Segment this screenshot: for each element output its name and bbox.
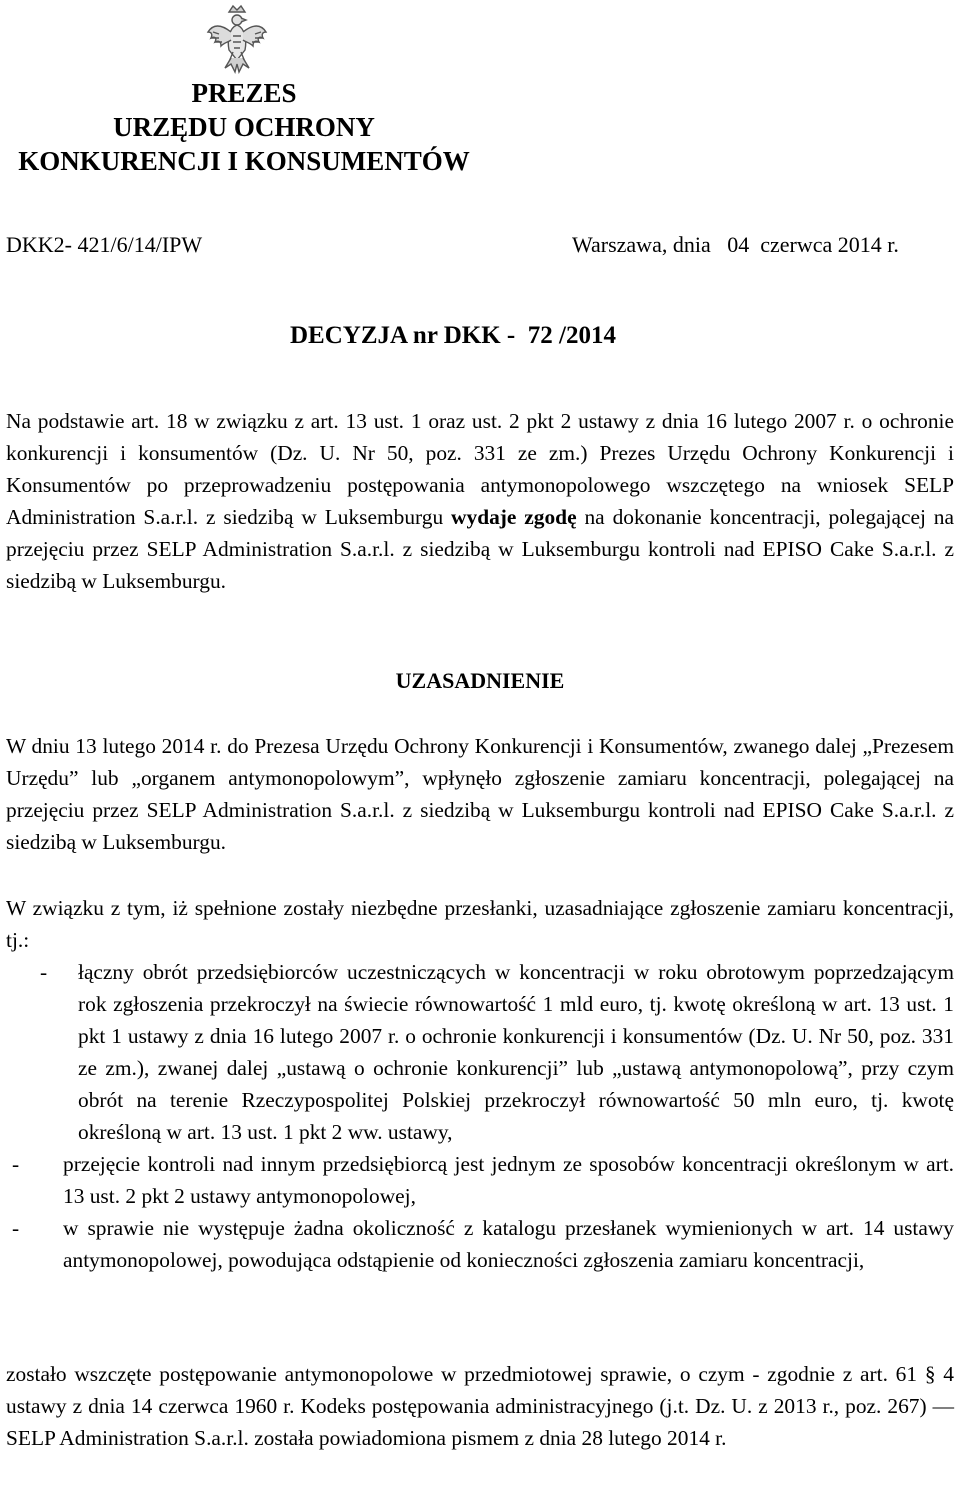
decision-consent-phrase: wydaje zgodę [451, 505, 577, 529]
justification-paragraph-3: zostało wszczęte postępowanie antymonopolowe w przedmiotowej sprawie, o czym - zgodnie z art. 61 § 4 ustawy z dnia 14 czerwca 1960 r. Kodeks postępowania administracyjnego (j.t. Dz. U. z 2013 r., poz. 267) — SELP Administration S.a.r.l. została powiadomiona pismem z dnia 28 lutego 2014 r. [6, 1362, 954, 1450]
premises-list [6, 956, 954, 1276]
place-and-date: Warszawa, dnia 04 czerwca 2014 r. [572, 232, 899, 257]
list-item-text: przejęcie kontroli nad innym przedsiębiorcą jest jednym ze sposobów koncentracji określonym w art. 13 ust. 2 pkt 2 ustawy antymonopolowej, [63, 1152, 954, 1208]
justification-paragraph-2: W związku z tym, iż spełnione zostały niezbędne przesłanki, uzasadniające zgłoszenie zamiaru koncentracji, tj.: [6, 896, 954, 952]
list-item [6, 1212, 954, 1276]
decision-basis-text-start: Na podstawie art. 18 w związku z art. 13 ust. 1 oraz ust. 2 pkt 2 ustawy z dnia 16 lutego 2007 r. o ochronie konkurencji i konsumentów (Dz. U. Nr 50, poz. 331 ze zm.) Prezes Urzędu Ochrony Konkurencji i Konsumentów po przeprowadzeniu postępowania antymonopolowego wszczętego na wniosek SELP Administration S.a.r.l. z siedzibą w Luksemburgu [6, 409, 954, 529]
list-item-text: w sprawie nie występuje żadna okoliczność z katalogu przesłanek wymienionych w art. 14 ustawy antymonopolowej, powodująca odstąpienie od konieczności zgłoszenia zamiaru koncentracji, [63, 1216, 954, 1272]
authority-line-1: PREZES [191, 78, 297, 108]
decision-title: DECYZJA nr DKK - 72 /2014 [290, 322, 616, 349]
issuing-authority-heading [4, 76, 484, 178]
authority-line-3: KONKURENCJI I KONSUMENTÓW [18, 146, 470, 176]
case-reference-number: DKK2- 421/6/14/IPW [6, 232, 203, 257]
list-dash: - [40, 960, 48, 984]
list-dash: - [12, 1216, 20, 1240]
justification-heading: UZASADNIENIE [395, 668, 565, 693]
list-item [6, 956, 954, 1148]
justification-paragraph-1: W dniu 13 lutego 2014 r. do Prezesa Urzędu Ochrony Konkurencji i Konsumentów, zwanego dalej „Prezesem Urzędu” lub „organem antymonopolowym”, wpłynęło zgłoszenie zamiaru koncentracji, polegającej na przejęciu przez SELP Administration S.a.r.l. z siedzibą w Luksemburgu kontroli nad EPISO Cake S.a.r.l. z siedzibą w Luksemburgu. [6, 734, 954, 854]
polish-eagle-emblem-icon [205, 2, 269, 74]
list-dash: - [12, 1152, 20, 1176]
decision-basis-paragraph [6, 405, 954, 597]
list-item [6, 1148, 954, 1212]
decision-basis-text-end: na dokonanie koncentracji, polegającej na przejęciu przez SELP Administration S.a.r.l. z siedzibą w Luksemburgu kontroli nad EPISO Cake S.a.r.l. z siedzibą w Luksemburgu. [6, 505, 954, 593]
authority-line-2: URZĘDU OCHRONY [113, 112, 375, 142]
list-item-text: łączny obrót przedsiębiorców uczestniczących w koncentracji w roku obrotowym poprzedzającym rok zgłoszenia przekroczył na świecie równowartość 1 mld euro, tj. kwotę określoną w art. 13 ust. 1 pkt 1 ustawy z dnia 16 lutego 2007 r. o ochronie konkurencji i konsumentów (Dz. U. Nr 50, poz. 331 ze zm.), zwanej dalej „ustawą o ochronie konkurencji” lub „ustawą antymonopolową”, przy czym obrót na terenie Rzeczypospolitej Polskiej przekroczył równowartość 50 mln euro, tj. kwotę określoną w art. 13 ust. 1 pkt 2 ww. ustawy, [78, 960, 954, 1144]
